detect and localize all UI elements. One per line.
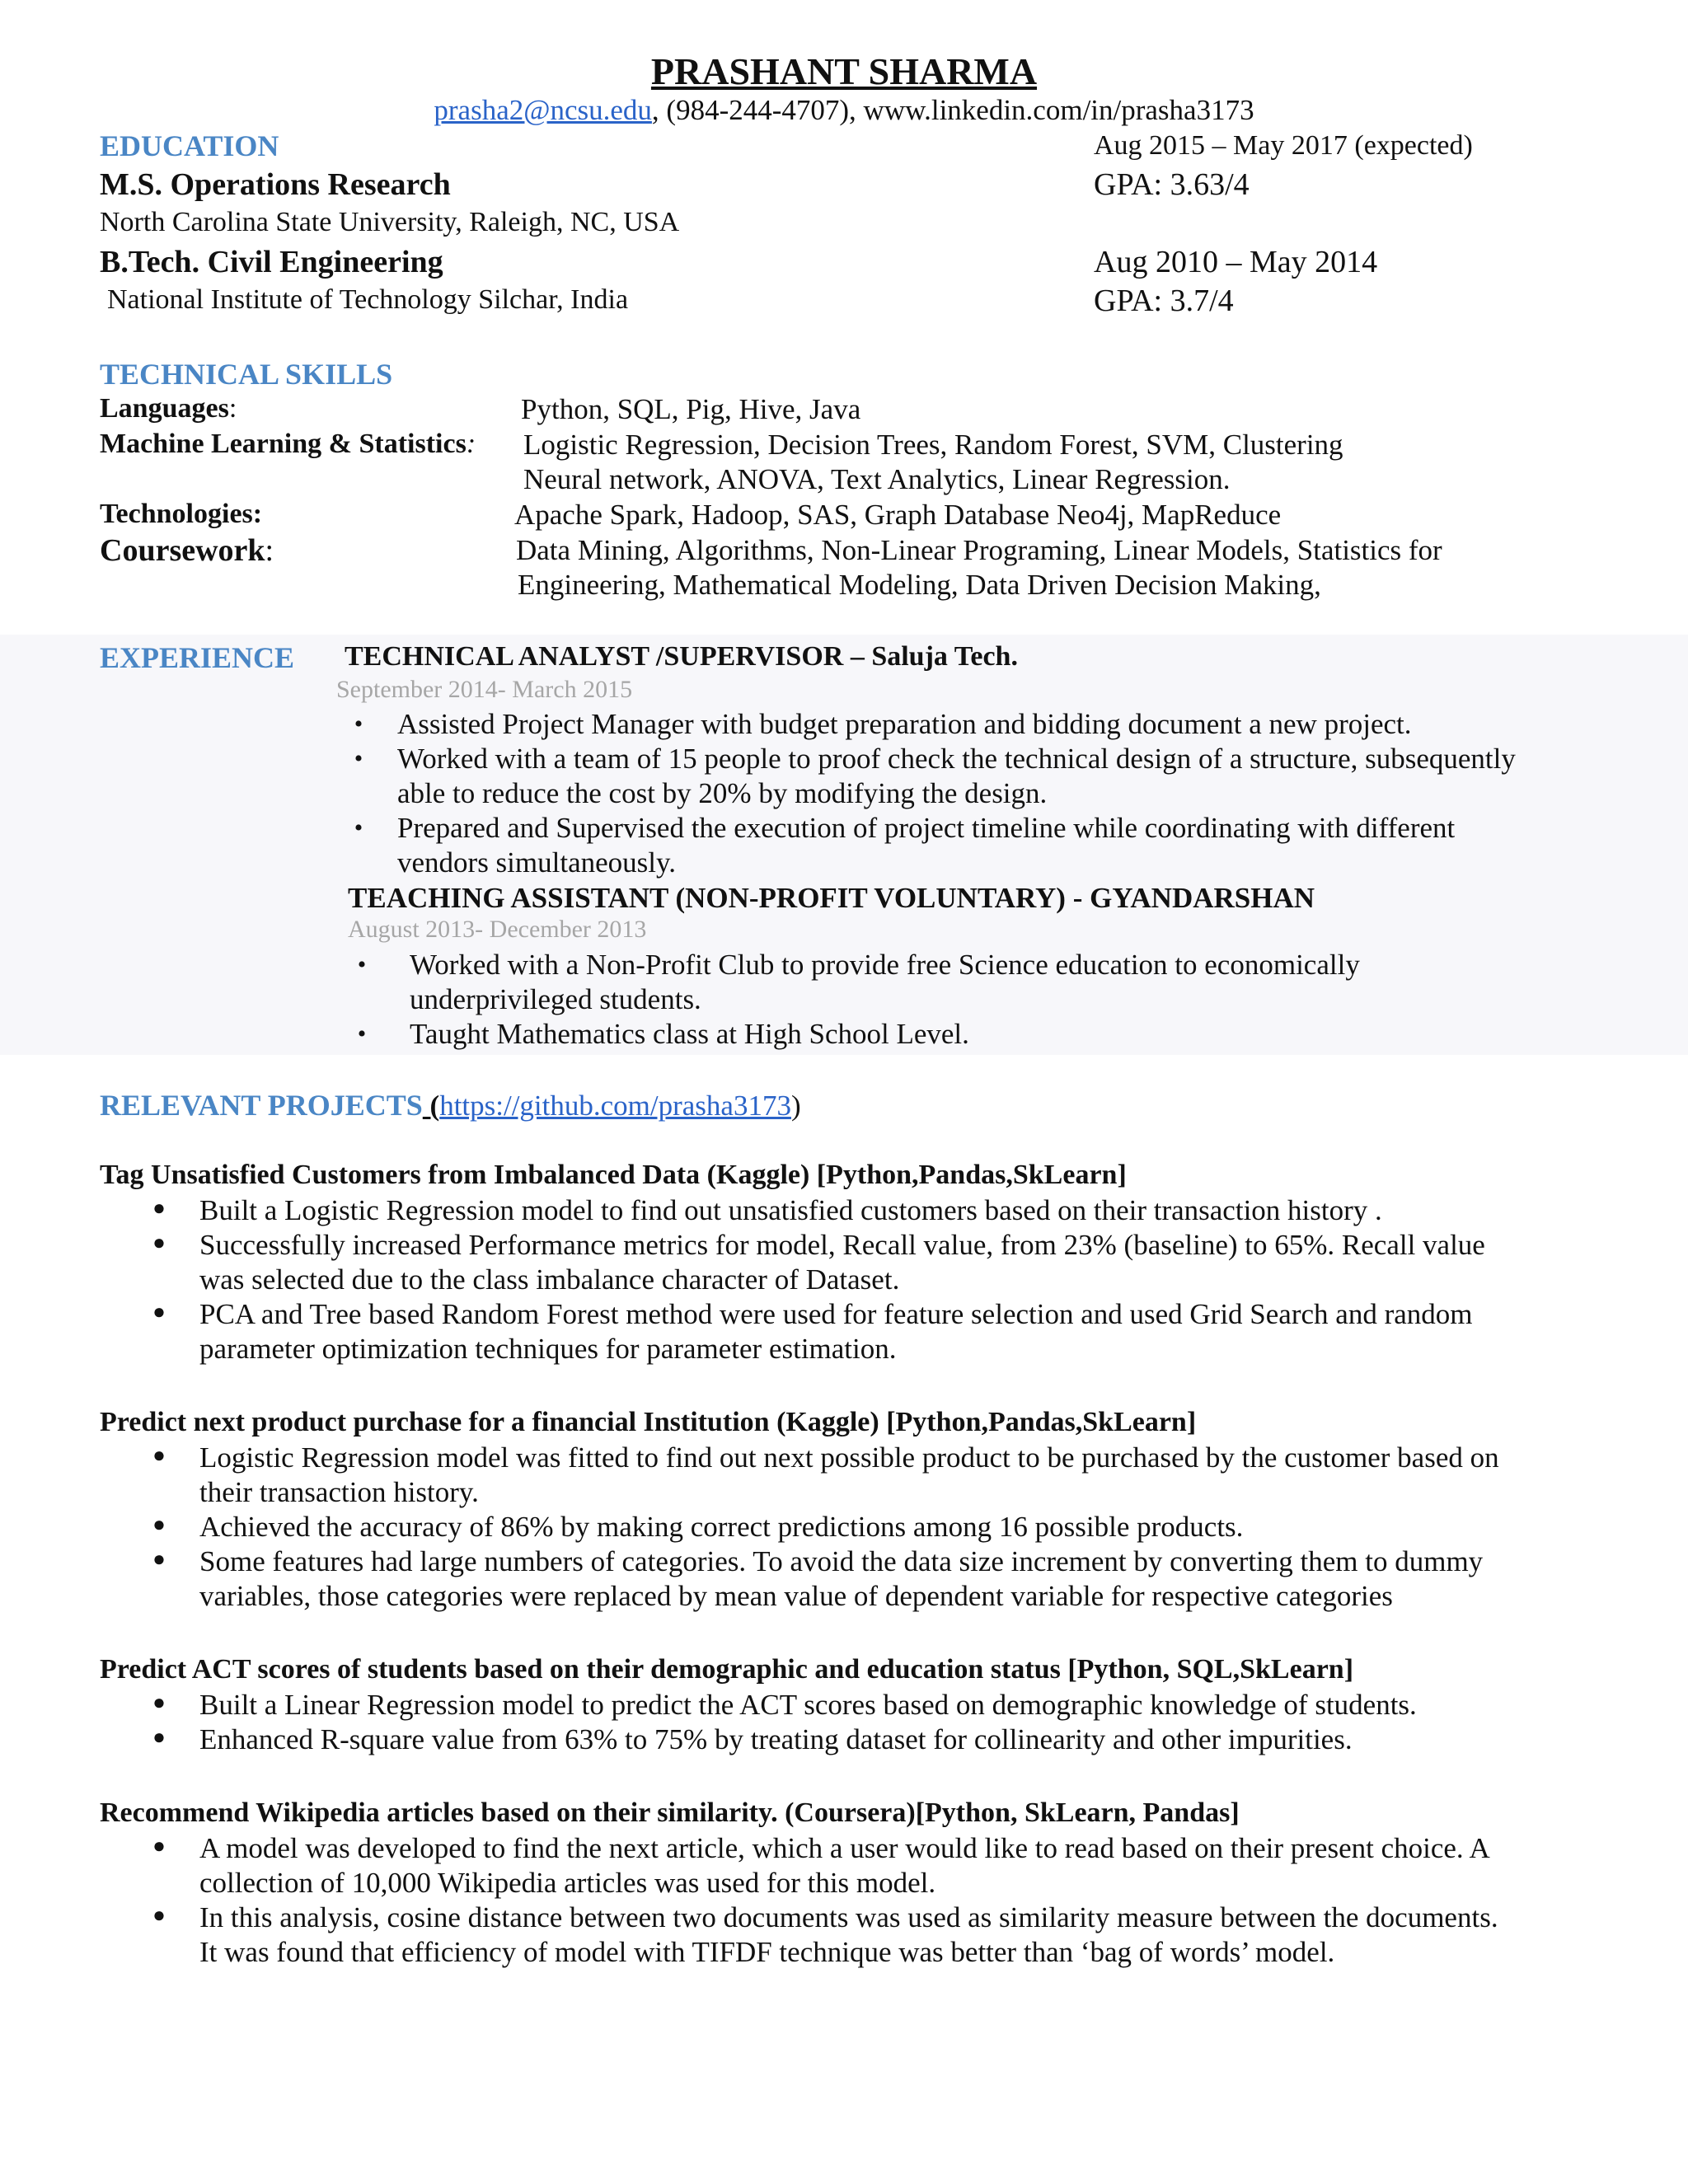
bullet: • — [357, 1020, 367, 1047]
coursework-value-line2: Engineering, Mathematical Modeling, Data Driven Decision Making, — [518, 569, 1321, 601]
project1-bullet2-line1: Successfully increased Performance metrics for model, Recall value, from 23% (baseline) to 65%. Recall value — [199, 1229, 1485, 1261]
candidate-name: PRASHANT SHARMA — [650, 50, 1038, 92]
coursework-label: Coursework: — [100, 533, 274, 568]
project1-title: Tag Unsatisfied Customers from Imbalanced Data (Kaggle) [Python,Pandas,SkLearn] — [100, 1160, 1127, 1190]
btech-dates: Aug 2010 – May 2014 — [1094, 245, 1378, 279]
job1-bullet2-line1: Worked with a team of 15 people to proof check the technical design of a structure, subsequently — [397, 743, 1516, 775]
bullet: • — [354, 710, 363, 738]
project4-bullet1-line2: collection of 10,000 Wikipedia articles was used for this model. — [199, 1867, 936, 1899]
project3-bullet1: Built a Linear Regression model to predict the ACT scores based on demographic knowledge of students. — [199, 1689, 1417, 1721]
languages-label: Languages: — [100, 393, 237, 424]
github-link[interactable]: https://github.com/prasha3173 — [439, 1090, 791, 1122]
job2-dates: August 2013- December 2013 — [348, 916, 647, 943]
ms-degree: M.S. Operations Research — [100, 167, 451, 202]
bullet: ● — [152, 1300, 166, 1324]
btech-degree: B.Tech. Civil Engineering — [100, 245, 443, 279]
job1-bullet3-line1: Prepared and Supervised the execution of project timeline while coordinating with different — [397, 812, 1456, 844]
bullet: ● — [152, 1834, 166, 1858]
job2-bullet1-line2: underprivileged students. — [410, 983, 701, 1015]
projects-heading-line: RELEVANT PROJECTS (https://github.com/prasha3173) — [100, 1089, 801, 1122]
experience-heading: EXPERIENCE — [100, 641, 295, 674]
coursework-value-line1: Data Mining, Algorithms, Non-Linear Programing, Linear Models, Statistics for — [516, 534, 1442, 566]
project4-bullet2-line1: In this analysis, cosine distance between two documents was used as similarity measure between the documents. — [199, 1901, 1498, 1933]
bullet: • — [354, 814, 363, 841]
project3-title: Predict ACT scores of students based on their demographic and education status [Python, SQL,SkLearn] — [100, 1654, 1354, 1685]
contact-line — [0, 94, 1688, 127]
btech-school: National Institute of Technology Silchar, India — [107, 284, 629, 315]
job2-bullet1-line1: Worked with a Non-Profit Club to provide free Science education to economically — [410, 949, 1360, 981]
job1-title: TECHNICAL ANALYST /SUPERVISOR – Saluja Tech. — [345, 641, 1018, 672]
job2-bullet2: Taught Mathematics class at High School Level. — [410, 1018, 969, 1050]
project4-bullet1-line1: A model was developed to find the next article, which a user would like to read based on their present choice. A — [199, 1832, 1490, 1864]
project4-bullet2-line2: It was found that efficiency of model with TIFDF technique was better than ‘bag of words’ model. — [199, 1936, 1335, 1968]
bullet: ● — [152, 1690, 166, 1714]
technologies-label: Technologies: — [100, 499, 263, 529]
btech-gpa: GPA: 3.7/4 — [1094, 284, 1234, 318]
project2-bullet3-line1: Some features had large numbers of categories. To avoid the data size increment by converting them to dummy — [199, 1545, 1484, 1577]
ms-dates: Aug 2015 – May 2017 (expected) — [1094, 130, 1473, 161]
job1-bullet2-line2: able to reduce the cost by 20% by modifying the design. — [397, 777, 1048, 809]
project2-bullet3-line2: variables, those categories were replaced by mean value of dependent variable for respective categories — [199, 1580, 1393, 1612]
job1-bullet3-line2: vendors simultaneously. — [397, 846, 676, 879]
bullet: ● — [152, 1903, 166, 1927]
skills-heading: TECHNICAL SKILLS — [100, 358, 393, 391]
education-heading: EDUCATION — [100, 129, 279, 162]
project1-bullet1: Built a Logistic Regression model to find out unsatisfied customers based on their transaction history . — [199, 1194, 1382, 1226]
ml-label: Machine Learning & Statistics: — [100, 429, 476, 459]
project2-bullet2: Achieved the accuracy of 86% by making correct predictions among 16 possible products. — [199, 1511, 1244, 1543]
ms-school: North Carolina State University, Raleigh, NC, USA — [100, 207, 680, 237]
project1-bullet2-line2: was selected due to the class imbalance character of Dataset. — [199, 1263, 900, 1296]
email-link[interactable]: prasha2@ncsu.edu — [434, 94, 652, 126]
project2-bullet1-line1: Logistic Regression model was fitted to find out next possible product to be purchased by the customer based on — [199, 1441, 1499, 1474]
bullet: ● — [152, 1725, 166, 1749]
bullet: ● — [152, 1512, 166, 1536]
bullet: • — [354, 745, 363, 772]
bullet: ● — [152, 1230, 166, 1254]
bullet: • — [357, 951, 367, 978]
project1-bullet3-line2: parameter optimization techniques for parameter estimation. — [199, 1333, 897, 1365]
bullet: ● — [152, 1443, 166, 1467]
project1-bullet3-line1: PCA and Tree based Random Forest method were used for feature selection and used Grid Search and random — [199, 1298, 1473, 1330]
project3-bullet2: Enhanced R-square value from 63% to 75% by treating dataset for collinearity and other impurities. — [199, 1723, 1353, 1755]
project2-title: Predict next product purchase for a financial Institution (Kaggle) [Python,Pandas,SkLearn] — [100, 1407, 1197, 1437]
technologies-value: Apache Spark, Hadoop, SAS, Graph Database Neo4j, MapReduce — [514, 499, 1282, 531]
job1-bullet1: Assisted Project Manager with budget preparation and bidding document a new project. — [397, 708, 1412, 740]
ms-gpa: GPA: 3.63/4 — [1094, 167, 1250, 202]
bullet: ● — [152, 1196, 166, 1220]
bullet: ● — [152, 1547, 166, 1571]
job1-dates: September 2014- March 2015 — [336, 676, 633, 703]
job2-title: TEACHING ASSISTANT (NON-PROFIT VOLUNTARY) - GYANDARSHAN — [348, 882, 1315, 914]
languages-value: Python, SQL, Pig, Hive, Java — [521, 393, 861, 425]
ml-value-line2: Neural network, ANOVA, Text Analytics, Linear Regression. — [523, 463, 1231, 495]
projects-heading: RELEVANT PROJECTS — [100, 1089, 423, 1122]
contact-details: , (984-244-4707), www.linkedin.com/in/prasha3173 — [651, 94, 1254, 126]
experience-background — [0, 635, 1688, 1055]
project4-title: Recommend Wikipedia articles based on their similarity. (Coursera)[Python, SkLearn, Pandas] — [100, 1797, 1240, 1828]
ml-value-line1: Logistic Regression, Decision Trees, Random Forest, SVM, Clustering — [523, 429, 1343, 461]
project2-bullet1-line2: their transaction history. — [199, 1476, 479, 1508]
